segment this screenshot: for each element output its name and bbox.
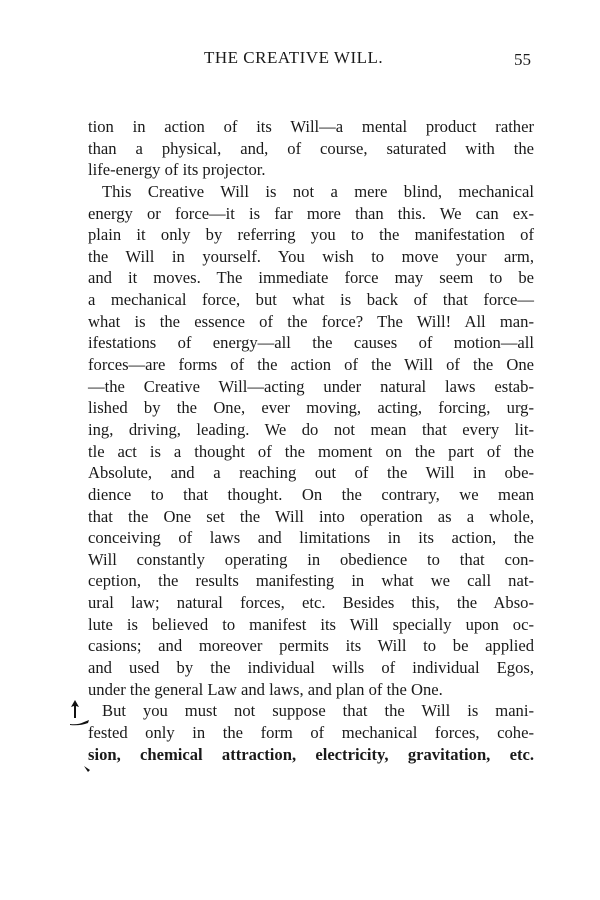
text-line: that the One set the Will into operation as a whole, — [88, 506, 534, 526]
text-line: than a physical, and, of course, saturated with the — [88, 138, 534, 158]
text-line: Absolute, and a reaching out of the Will in obe- — [88, 463, 534, 483]
text-line: —the Creative Will—acting under natural laws estab- — [88, 376, 534, 396]
text-line: This Creative Will is not a mere blind, mechanical — [102, 181, 534, 201]
text-line: conceiving of laws and limitations in its action, the — [88, 528, 534, 548]
text-line: sion, chemical attraction, electricity, gravitation, etc. — [88, 744, 534, 764]
text-line: a mechanical force, but what is back of that force— — [88, 290, 534, 310]
text-line: ural law; natural forces, etc. Besides this, the Abso- — [88, 593, 534, 613]
text-line: dience to that thought. On the contrary, we mean — [88, 484, 534, 504]
text-line: under the general Law and laws, and plan of the One. — [88, 679, 443, 699]
text-line: tion in action of its Will—a mental product rather — [88, 117, 534, 136]
running-head — [0, 48, 600, 72]
text-line: ception, the results manifesting in what we call nat- — [88, 571, 534, 591]
text-line: lished by the One, ever moving, acting, forcing, urg- — [88, 398, 534, 418]
text-line: the Will in yourself. You wish to move your arm, — [88, 246, 534, 266]
text-line: what is the essence of the force? The Will! All man- — [88, 311, 534, 331]
margin-dash-mark-icon — [70, 718, 90, 726]
text-line: energy or force—it is far more than this. We can ex- — [88, 203, 534, 223]
text-line: But you must not suppose that the Will is mani- — [102, 701, 534, 721]
body-text — [88, 116, 534, 765]
text-line: ing, driving, leading. We do not mean that every lit- — [88, 419, 534, 439]
text-line: life-energy of its projector. — [88, 160, 266, 180]
text-line: ifestations of energy—all the causes of motion—all — [88, 333, 534, 353]
text-line: and it moves. The immediate force may seem to be — [88, 268, 534, 288]
margin-arrow-icon — [70, 699, 80, 719]
page-number: 55 — [514, 50, 531, 69]
text-line: forces—are forms of the action of the Will of the One — [88, 355, 534, 375]
text-line: casions; and moreover permits its Will to be applied — [88, 636, 534, 656]
margin-dot-mark-icon — [84, 766, 90, 772]
text-line: Will constantly operating in obedience to that con- — [88, 549, 534, 569]
text-line: and used by the individual wills of individual Egos, — [88, 658, 534, 678]
text-line: lute is believed to manifest its Will specially upon oc- — [88, 614, 534, 634]
text-line: plain it only by referring you to the manifestation of — [88, 225, 534, 245]
text-line: tle act is a thought of the moment on the part of the — [88, 441, 534, 461]
chapter-title: THE CREATIVE WILL. — [204, 48, 384, 67]
text-line: fested only in the form of mechanical forces, cohe- — [88, 722, 534, 742]
